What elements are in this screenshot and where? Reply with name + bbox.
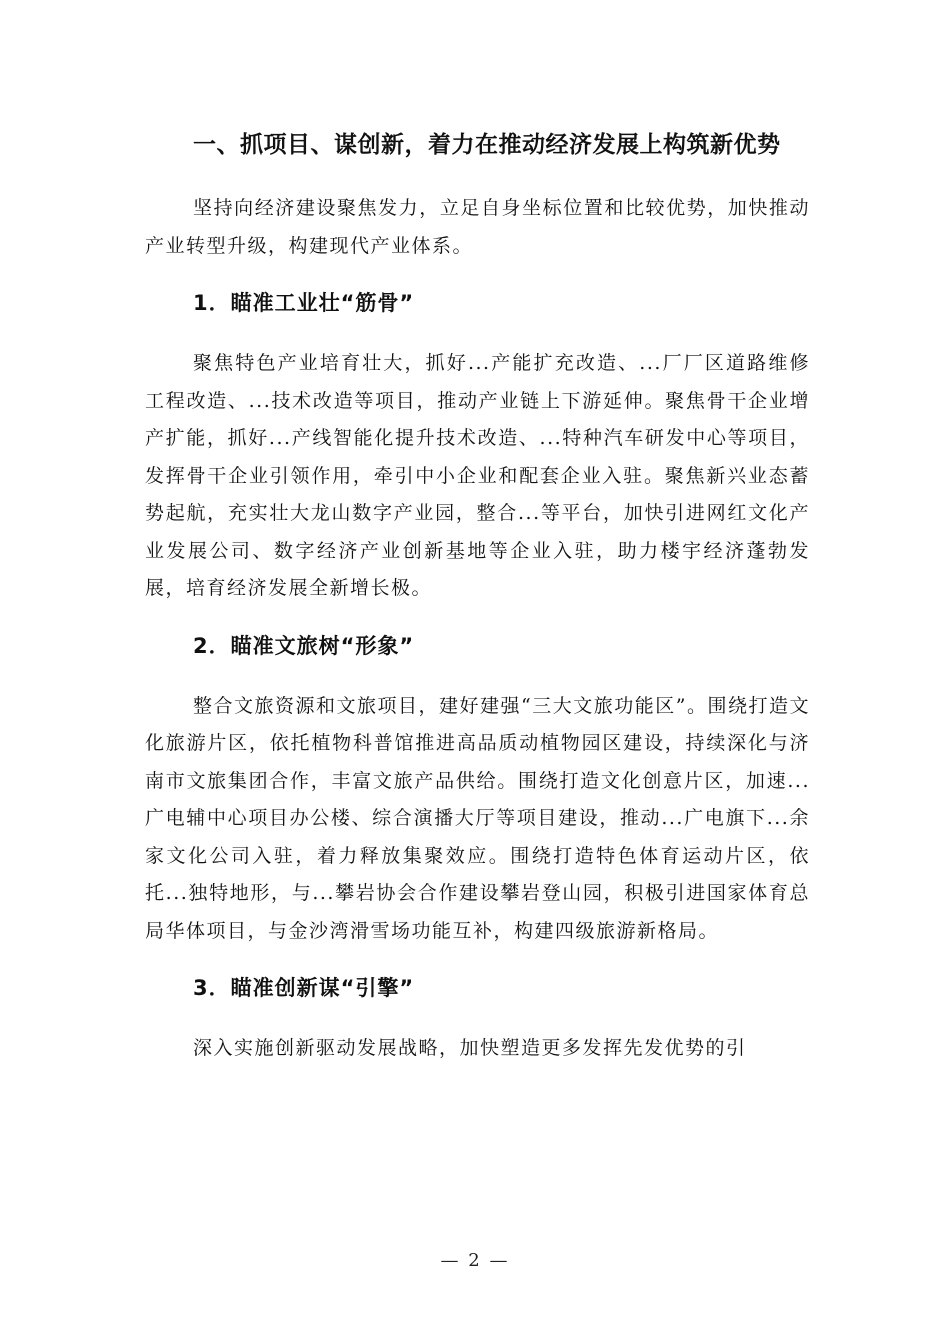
subsection-body-1: 聚焦特色产业培育壮大，抓好...产能扩充改造、...厂厂区道路维修工程改造、...技术改造等项目，推动产业链上下游延伸。聚焦骨干企业增产扩能，抓好...产线智能化提升技术改造、...特种汽车研发中心等项目，发挥骨干企业引领作用，牵引中小企业和配套企业入驻。聚焦新兴业态蓄势起航，充实壮大龙山数字产业园，整合...等平台，加快引进网红文化产业发展公司、数字经济产业创新基地等企业入驻，助力楼宇经济蓬勃发展，培育经济发展全新增长极。	[145, 352, 810, 599]
subsection-title-3: 3．瞄准创新谋“引擎”	[193, 976, 415, 1000]
intro-paragraph: 坚持向经济建设聚焦发力，立足自身坐标位置和比较优势，加快推动产业转型升级，构建现代产业体系。	[145, 197, 810, 257]
subsection-body-2: 整合文旅资源和文旅项目，建好建强“三大文旅功能区”。围绕打造文化旅游片区，依托植物科普馆推进高品质动植物园区建设，持续深化与济南市文旅集团合作，丰富文旅产品供给。围绕打造文化创意片区，加速...广电辅中心项目办公楼、综合演播大厅等项目建设，推动...广电旗下...余家文化公司入驻，着力释放集聚效应。围绕打造特色体育运动片区，依托...独特地形，与...攀岩协会合作建设攀岩登山园，积极引进国家体育总局华体项目，与金沙湾滑雪场功能互补，构建四级旅游新格局。	[145, 694, 810, 942]
subsection-body-3: 深入实施创新驱动发展战略，加快塑造更多发挥先发优势的引	[193, 1037, 747, 1059]
page-number: — 2 —	[440, 1250, 510, 1271]
section-heading: 一、抓项目、谋创新，着力在推动经济发展上构筑新优势	[193, 132, 781, 158]
subsection-title-2: 2．瞄准文旅树“形象”	[193, 633, 415, 658]
document-body	[145, 122, 810, 1086]
subsection-title-1: 1．瞄准工业壮“筋骨”	[193, 291, 415, 315]
